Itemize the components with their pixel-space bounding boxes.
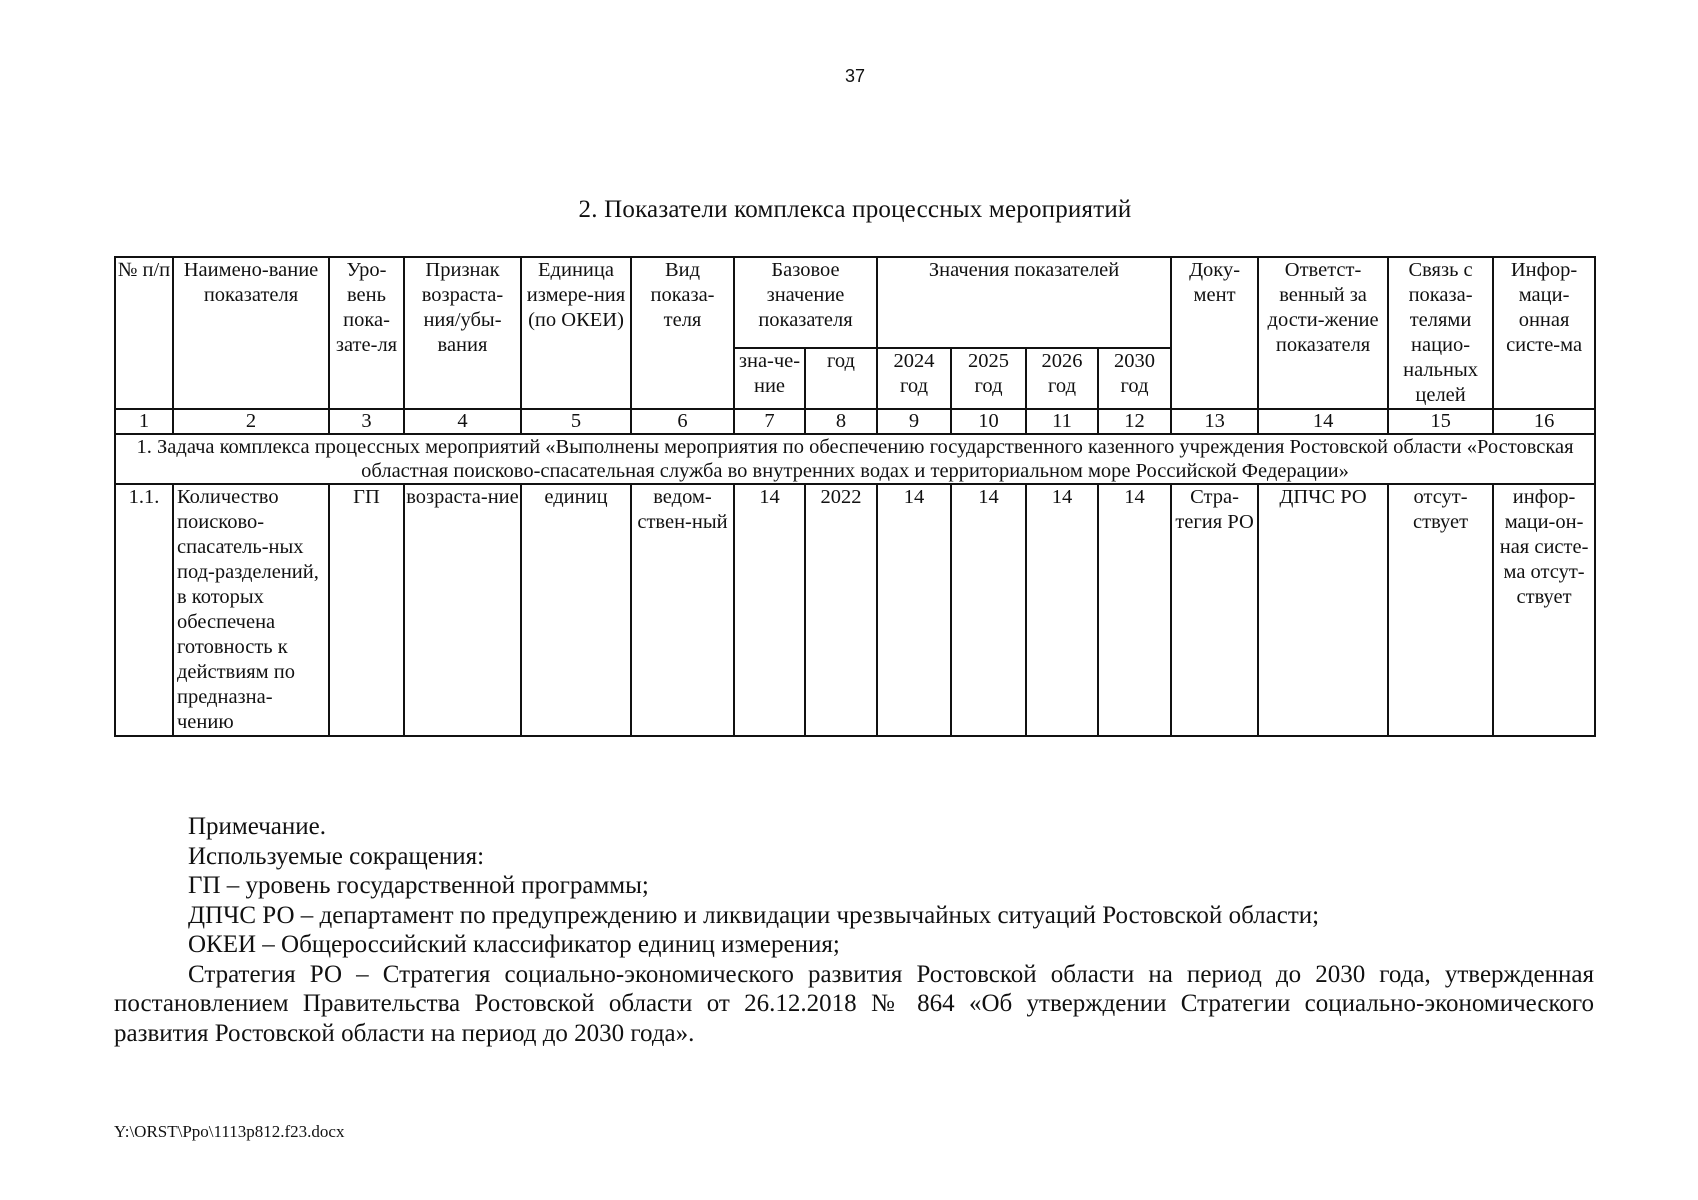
row-unit: единиц bbox=[521, 484, 631, 736]
column-number: 4 bbox=[404, 409, 521, 434]
page-number: 37 bbox=[844, 66, 866, 86]
header-cell-trend: Признак возраста-ния/убы-вания bbox=[404, 257, 521, 409]
abbr-strategy: Стратегия РО – Стратегия социально-экономического развития Ростовской области на период до 2030 года, утвержденная постановлением Правительства Ростовской области от 26.12.2018 № 864 «Об утверждении Стратегии социально-экономического развития Ростовской области на период до 2030 года». bbox=[114, 960, 1594, 1047]
column-number: 10 bbox=[951, 409, 1026, 434]
column-number: 16 bbox=[1493, 409, 1595, 434]
header-cell-2026: 2026 год bbox=[1026, 348, 1098, 409]
row-document: Стра-тегия РО bbox=[1171, 484, 1258, 736]
row-responsible: ДПЧС РО bbox=[1258, 484, 1388, 736]
header-cell-name: Наимено-вание показателя bbox=[173, 257, 329, 409]
abbr-okei: ОКЕИ – Общероссийский классификатор единиц измерения; bbox=[188, 931, 840, 958]
header-cell-2024: 2024 год bbox=[877, 348, 951, 409]
header-cell-document: Доку-мент bbox=[1171, 257, 1258, 409]
table-row bbox=[115, 484, 1595, 736]
column-number: 9 bbox=[877, 409, 951, 434]
header-row-1 bbox=[115, 257, 1595, 348]
abbr-gp: ГП – уровень государственной программы; bbox=[188, 872, 649, 899]
row-level: ГП bbox=[329, 484, 404, 736]
row-value-2026: 14 bbox=[1026, 484, 1098, 736]
header-cell-num: № п/п bbox=[115, 257, 173, 409]
row-num: 1.1. bbox=[115, 484, 173, 736]
row-trend: возраста-ние bbox=[404, 484, 521, 736]
task-description: 1. Задача комплекса процессных мероприятий «Выполнены мероприятия по обеспечению государственного казенного учреждения Ростовской области «Ростовская областная поисково-спасательная служба во внутренних водах и территориальном море Российской Федерации» bbox=[115, 434, 1595, 484]
header-cell-unit: Единица измере-ния (по ОКЕИ) bbox=[521, 257, 631, 409]
column-number: 1 bbox=[115, 409, 173, 434]
column-number: 14 bbox=[1258, 409, 1388, 434]
row-value-2030: 14 bbox=[1098, 484, 1171, 736]
header-cell-base-group: Базовое значение показателя bbox=[734, 257, 877, 348]
row-value-2025: 14 bbox=[951, 484, 1026, 736]
row-base-value: 14 bbox=[734, 484, 805, 736]
row-link: отсут-ствует bbox=[1388, 484, 1493, 736]
header-cell-level: Уро-вень пока-зате-ля bbox=[329, 257, 404, 409]
column-number: 7 bbox=[734, 409, 805, 434]
header-cell-responsible: Ответст-венный за дости-жение показателя bbox=[1258, 257, 1388, 409]
abbr-dpchs: ДПЧС РО – департамент по предупреждению и ликвидации чрезвычайных ситуаций Ростовской области; bbox=[188, 901, 1320, 929]
header-cell-values-group: Значения показателей bbox=[877, 257, 1171, 348]
header-cell-2030: 2030 год bbox=[1098, 348, 1171, 409]
column-number: 12 bbox=[1098, 409, 1171, 434]
abbreviations-title: Используемые сокращения: bbox=[188, 842, 485, 870]
row-base-year: 2022 bbox=[805, 484, 877, 736]
column-number: 3 bbox=[329, 409, 404, 434]
column-number: 5 bbox=[521, 409, 631, 434]
column-number: 2 bbox=[173, 409, 329, 434]
section-title: 2. Показатели комплекса процессных мероприятий bbox=[578, 196, 1132, 223]
notes-block bbox=[114, 812, 1594, 1048]
column-number: 13 bbox=[1171, 409, 1258, 434]
header-cell-info-system: Инфор-маци-онная систе-ма bbox=[1493, 257, 1595, 409]
column-number: 15 bbox=[1388, 409, 1493, 434]
column-number: 11 bbox=[1026, 409, 1098, 434]
row-indicator-name: Количество поисково-спасатель-ных под-разделений, в которых обеспечена готовность к действиям по предназна-чению bbox=[173, 484, 329, 736]
column-number: 8 bbox=[805, 409, 877, 434]
indicators-table bbox=[114, 256, 1596, 737]
row-type: ведом-ствен-ный bbox=[631, 484, 734, 736]
column-numbers-row bbox=[115, 409, 1595, 434]
header-cell-base-value: зна-че-ние bbox=[734, 348, 805, 409]
column-number: 6 bbox=[631, 409, 734, 434]
header-cell-base-year: год bbox=[805, 348, 877, 409]
header-cell-link: Связь с показа-телями нацио-нальных целей bbox=[1388, 257, 1493, 409]
row-info-system: инфор-маци-он-ная систе-ма отсут-ствует bbox=[1493, 484, 1595, 736]
header-cell-2025: 2025 год bbox=[951, 348, 1026, 409]
footer-file-path: Y:\ORST\Ppo\1113p812.f23.docx bbox=[114, 1122, 345, 1141]
header-cell-type: Вид показа-теля bbox=[631, 257, 734, 409]
task-row bbox=[115, 434, 1595, 484]
row-value-2024: 14 bbox=[877, 484, 951, 736]
notes-title: Примечание. bbox=[188, 813, 327, 840]
